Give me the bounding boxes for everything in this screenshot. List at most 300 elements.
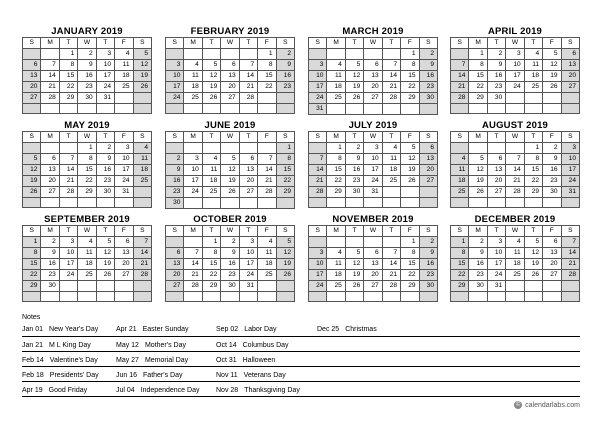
- empty-cell: [382, 292, 400, 302]
- empty-cell: [258, 281, 276, 292]
- empty-cell: [221, 104, 239, 114]
- holiday-date: Jul 04: [116, 387, 135, 394]
- holiday-entry: [216, 387, 300, 394]
- day-cell: 3: [364, 143, 382, 154]
- weekday-header: W: [364, 38, 382, 49]
- holiday-entry: [317, 326, 377, 333]
- week-row: [23, 49, 152, 60]
- day-cell: 7: [309, 154, 327, 165]
- day-cell: 6: [41, 154, 59, 165]
- empty-cell: [451, 104, 469, 114]
- day-cell: 28: [561, 270, 579, 281]
- day-cell: 25: [258, 270, 276, 281]
- notes-line: [22, 336, 580, 337]
- day-cell: 21: [382, 270, 400, 281]
- day-cell: 2: [78, 49, 96, 60]
- empty-cell: [239, 292, 257, 302]
- empty-cell: [202, 104, 220, 114]
- month-grid: [22, 131, 152, 208]
- day-cell: 27: [239, 187, 257, 198]
- day-cell: 14: [258, 165, 276, 176]
- day-cell: 7: [133, 237, 151, 248]
- day-cell: 14: [309, 165, 327, 176]
- month-10: [165, 214, 295, 302]
- holiday-date: Jan 21: [22, 342, 44, 349]
- day-cell: 11: [184, 71, 202, 82]
- day-cell: 30: [345, 187, 363, 198]
- week-row: [451, 71, 580, 82]
- month-title: MAY 2019: [64, 120, 110, 131]
- day-cell: 10: [59, 248, 77, 259]
- holiday-date: Nov 11: [216, 372, 238, 379]
- day-cell: 15: [401, 259, 419, 270]
- day-cell: 6: [23, 60, 41, 71]
- weekday-header: M: [327, 38, 345, 49]
- day-cell: 19: [276, 259, 294, 270]
- empty-cell: [487, 143, 505, 154]
- month-grid: [22, 225, 152, 302]
- empty-cell: [166, 143, 184, 154]
- day-cell: 20: [419, 165, 437, 176]
- day-cell: 9: [276, 60, 294, 71]
- day-cell: 3: [309, 248, 327, 259]
- day-cell: 31: [364, 187, 382, 198]
- day-cell: 17: [364, 165, 382, 176]
- empty-cell: [327, 198, 345, 208]
- day-cell: 1: [451, 237, 469, 248]
- empty-cell: [543, 292, 561, 302]
- empty-cell: [543, 198, 561, 208]
- day-cell: 28: [309, 187, 327, 198]
- day-cell: 17: [115, 165, 133, 176]
- day-cell: 22: [401, 270, 419, 281]
- day-cell: 30: [41, 281, 59, 292]
- day-cell: 6: [166, 248, 184, 259]
- empty-cell: [561, 292, 579, 302]
- weekday-header: M: [327, 226, 345, 237]
- week-row: [309, 104, 438, 115]
- empty-cell: [561, 198, 579, 208]
- day-cell: 15: [23, 259, 41, 270]
- day-cell: 26: [401, 176, 419, 187]
- day-cell: 14: [184, 259, 202, 270]
- empty-cell: [309, 49, 327, 60]
- day-cell: 12: [543, 60, 561, 71]
- week-row: [166, 270, 295, 281]
- day-cell: 27: [487, 187, 505, 198]
- weekday-header: S: [133, 132, 151, 143]
- day-cell: 20: [364, 82, 382, 93]
- weekday-header: S: [309, 38, 327, 49]
- day-cell: 29: [401, 281, 419, 292]
- weekday-header: S: [451, 226, 469, 237]
- empty-cell: [59, 281, 77, 292]
- weekday-header-row: [166, 226, 295, 237]
- week-row: [23, 248, 152, 259]
- day-cell: 4: [202, 154, 220, 165]
- empty-cell: [23, 49, 41, 60]
- day-cell: 15: [451, 259, 469, 270]
- empty-cell: [96, 292, 114, 302]
- day-cell: 25: [524, 82, 542, 93]
- day-cell: 18: [451, 176, 469, 187]
- day-cell: 21: [239, 82, 257, 93]
- weekday-header: W: [221, 226, 239, 237]
- day-cell: 13: [364, 259, 382, 270]
- empty-cell: [23, 292, 41, 302]
- week-row: [23, 71, 152, 82]
- holiday-date: Oct 14: [216, 342, 237, 349]
- week-row: [23, 237, 152, 248]
- day-cell: 24: [59, 270, 77, 281]
- empty-cell: [506, 143, 524, 154]
- day-cell: 24: [184, 187, 202, 198]
- week-row: [451, 165, 580, 176]
- empty-cell: [276, 93, 294, 104]
- weekday-header: T: [524, 38, 542, 49]
- weekday-header: S: [276, 38, 294, 49]
- day-cell: 9: [543, 154, 561, 165]
- holiday-name: Memorial Day: [144, 357, 189, 364]
- week-row: [451, 259, 580, 270]
- day-cell: 3: [59, 237, 77, 248]
- empty-cell: [364, 292, 382, 302]
- empty-cell: [506, 281, 524, 292]
- empty-cell: [59, 104, 77, 114]
- weekday-header: F: [258, 132, 276, 143]
- day-cell: 23: [78, 82, 96, 93]
- day-cell: 11: [133, 154, 151, 165]
- day-cell: 29: [59, 93, 77, 104]
- copyright-icon: ©: [515, 402, 521, 408]
- day-cell: 25: [115, 82, 133, 93]
- day-cell: 26: [133, 82, 151, 93]
- day-cell: 14: [451, 71, 469, 82]
- weekday-header: S: [419, 132, 437, 143]
- day-cell: 29: [401, 93, 419, 104]
- day-cell: 16: [345, 165, 363, 176]
- empty-cell: [133, 93, 151, 104]
- empty-cell: [327, 104, 345, 115]
- empty-cell: [506, 93, 524, 104]
- empty-cell: [506, 104, 524, 114]
- week-row: [451, 176, 580, 187]
- weekday-header: T: [96, 132, 114, 143]
- holiday-entry: [116, 372, 183, 379]
- day-cell: 6: [115, 237, 133, 248]
- day-cell: 24: [115, 176, 133, 187]
- day-cell: 17: [59, 259, 77, 270]
- day-cell: 15: [401, 71, 419, 82]
- weekday-header: S: [133, 226, 151, 237]
- day-cell: 28: [59, 187, 77, 198]
- weekday-header: T: [345, 38, 363, 49]
- empty-cell: [345, 292, 363, 302]
- weekday-header: T: [59, 132, 77, 143]
- day-cell: 20: [221, 82, 239, 93]
- empty-cell: [364, 49, 382, 60]
- day-cell: 26: [543, 82, 561, 93]
- day-cell: 25: [78, 270, 96, 281]
- week-row: [451, 60, 580, 71]
- empty-cell: [524, 93, 542, 104]
- holiday-name: Presidents' Day: [49, 372, 99, 379]
- day-cell: 25: [133, 176, 151, 187]
- day-cell: 28: [382, 93, 400, 104]
- empty-cell: [184, 49, 202, 60]
- week-row: [166, 60, 295, 71]
- day-cell: 14: [239, 71, 257, 82]
- day-cell: 17: [96, 71, 114, 82]
- week-row: [166, 248, 295, 259]
- month-title: OCTOBER 2019: [193, 214, 267, 225]
- empty-cell: [451, 292, 469, 302]
- day-cell: 15: [524, 165, 542, 176]
- day-cell: 23: [419, 270, 437, 281]
- day-cell: 22: [401, 82, 419, 93]
- empty-cell: [524, 198, 542, 208]
- weekday-header: T: [487, 226, 505, 237]
- empty-cell: [419, 292, 437, 302]
- day-cell: 8: [258, 60, 276, 71]
- day-cell: 9: [345, 154, 363, 165]
- day-cell: 1: [276, 143, 294, 154]
- day-cell: 6: [221, 60, 239, 71]
- day-cell: 16: [221, 259, 239, 270]
- week-row: [23, 270, 152, 281]
- weekday-header: T: [382, 38, 400, 49]
- month-title: AUGUST 2019: [481, 120, 549, 131]
- empty-cell: [309, 292, 327, 302]
- empty-cell: [166, 49, 184, 60]
- weekday-header-row: [309, 38, 438, 49]
- day-cell: 24: [309, 281, 327, 292]
- day-cell: 21: [382, 82, 400, 93]
- day-cell: 19: [23, 176, 41, 187]
- day-cell: 26: [221, 187, 239, 198]
- week-row: [23, 281, 152, 292]
- weekday-header-row: [451, 226, 580, 237]
- week-row: [166, 165, 295, 176]
- empty-cell: [78, 198, 96, 208]
- day-cell: 5: [524, 237, 542, 248]
- holiday-name: Good Friday: [48, 387, 88, 394]
- week-row: [451, 82, 580, 93]
- week-row: [451, 248, 580, 259]
- day-cell: 5: [221, 154, 239, 165]
- day-cell: 14: [382, 259, 400, 270]
- empty-cell: [506, 292, 524, 302]
- empty-cell: [41, 49, 59, 60]
- empty-cell: [401, 187, 419, 198]
- day-cell: 23: [276, 82, 294, 93]
- holiday-date: May 27: [116, 357, 139, 364]
- day-cell: 23: [166, 187, 184, 198]
- empty-cell: [41, 143, 59, 154]
- month-grid: [308, 37, 438, 115]
- week-row: [166, 198, 295, 209]
- day-cell: 6: [419, 143, 437, 154]
- day-cell: 1: [78, 143, 96, 154]
- day-cell: 18: [506, 259, 524, 270]
- day-cell: 26: [524, 270, 542, 281]
- day-cell: 18: [327, 270, 345, 281]
- day-cell: 9: [419, 248, 437, 259]
- day-cell: 23: [419, 82, 437, 93]
- week-row: [166, 71, 295, 82]
- day-cell: 19: [401, 165, 419, 176]
- day-cell: 10: [309, 259, 327, 270]
- empty-cell: [184, 292, 202, 302]
- day-cell: 10: [184, 165, 202, 176]
- empty-cell: [419, 104, 437, 115]
- day-cell: 28: [41, 93, 59, 104]
- holiday-name: Father's Day: [143, 372, 183, 379]
- empty-cell: [469, 292, 487, 302]
- weekday-header: S: [23, 226, 41, 237]
- empty-cell: [41, 292, 59, 302]
- day-cell: 21: [258, 176, 276, 187]
- day-cell: 28: [258, 187, 276, 198]
- day-cell: 29: [327, 187, 345, 198]
- weekday-header: T: [345, 132, 363, 143]
- day-cell: 5: [401, 143, 419, 154]
- weekday-header: W: [221, 132, 239, 143]
- day-cell: 3: [506, 49, 524, 60]
- week-row: [166, 292, 295, 302]
- holiday-name: Veterans Day: [243, 372, 286, 379]
- day-cell: 18: [78, 259, 96, 270]
- day-cell: 2: [419, 49, 437, 60]
- weekday-header-row: [23, 132, 152, 143]
- weekday-header: F: [401, 132, 419, 143]
- week-row: [23, 154, 152, 165]
- month-title: JUNE 2019: [204, 120, 256, 131]
- weekday-header-row: [23, 226, 152, 237]
- empty-cell: [202, 49, 220, 60]
- weekday-header: F: [401, 38, 419, 49]
- day-cell: 4: [258, 237, 276, 248]
- day-cell: 7: [561, 237, 579, 248]
- empty-cell: [115, 281, 133, 292]
- day-cell: 14: [561, 248, 579, 259]
- empty-cell: [133, 281, 151, 292]
- weekday-header: T: [96, 38, 114, 49]
- empty-cell: [59, 198, 77, 208]
- week-row: [451, 292, 580, 302]
- week-row: [166, 82, 295, 93]
- weekday-header: T: [239, 38, 257, 49]
- month-6: [165, 120, 295, 209]
- day-cell: 6: [543, 237, 561, 248]
- day-cell: 25: [327, 93, 345, 104]
- day-cell: 29: [451, 281, 469, 292]
- day-cell: 5: [469, 154, 487, 165]
- day-cell: 16: [543, 165, 561, 176]
- month-grid: [22, 37, 152, 114]
- day-cell: 14: [59, 165, 77, 176]
- empty-cell: [59, 143, 77, 154]
- notes-line: [22, 351, 580, 352]
- day-cell: 19: [345, 82, 363, 93]
- empty-cell: [239, 49, 257, 60]
- day-cell: 14: [133, 248, 151, 259]
- weekday-header: T: [382, 132, 400, 143]
- day-cell: 13: [364, 71, 382, 82]
- weekday-header: F: [543, 132, 561, 143]
- empty-cell: [382, 187, 400, 198]
- day-cell: 22: [78, 176, 96, 187]
- day-cell: 7: [451, 60, 469, 71]
- day-cell: 8: [78, 154, 96, 165]
- day-cell: 12: [133, 60, 151, 71]
- day-cell: 20: [561, 71, 579, 82]
- week-row: [309, 165, 438, 176]
- day-cell: 24: [309, 93, 327, 104]
- weekday-header-row: [451, 38, 580, 49]
- day-cell: 9: [41, 248, 59, 259]
- empty-cell: [469, 143, 487, 154]
- day-cell: 16: [276, 71, 294, 82]
- empty-cell: [133, 187, 151, 198]
- weekday-header: S: [276, 226, 294, 237]
- holiday-name: Independence Day: [140, 387, 200, 394]
- month-3: [308, 26, 438, 115]
- day-cell: 19: [221, 176, 239, 187]
- weekday-header: M: [184, 38, 202, 49]
- day-cell: 4: [327, 248, 345, 259]
- day-cell: 25: [327, 281, 345, 292]
- month-grid: [308, 131, 438, 208]
- holiday-name: New Year's Day: [49, 326, 99, 333]
- holiday-entry: [116, 387, 199, 394]
- month-grid: [450, 131, 580, 208]
- day-cell: 24: [166, 93, 184, 104]
- notes-line: [22, 366, 580, 367]
- month-5: [22, 120, 152, 208]
- week-row: [23, 143, 152, 154]
- week-row: [309, 198, 438, 208]
- day-cell: 29: [23, 281, 41, 292]
- footer-text: calendarlabs.com: [525, 401, 580, 409]
- day-cell: 26: [276, 270, 294, 281]
- month-title: APRIL 2019: [487, 26, 543, 37]
- weekday-header: T: [96, 226, 114, 237]
- week-row: [309, 237, 438, 248]
- day-cell: 27: [221, 93, 239, 104]
- day-cell: 20: [364, 270, 382, 281]
- empty-cell: [327, 292, 345, 302]
- day-cell: 11: [382, 154, 400, 165]
- day-cell: 31: [309, 104, 327, 115]
- empty-cell: [221, 49, 239, 60]
- week-row: [23, 176, 152, 187]
- day-cell: 7: [382, 248, 400, 259]
- weekday-header: W: [78, 226, 96, 237]
- day-cell: 15: [327, 165, 345, 176]
- holiday-date: Apr 21: [116, 326, 137, 333]
- week-row: [166, 176, 295, 187]
- month-11: [308, 214, 438, 302]
- day-cell: 27: [41, 187, 59, 198]
- day-cell: 29: [524, 187, 542, 198]
- weekday-header: T: [524, 132, 542, 143]
- week-row: [309, 82, 438, 93]
- weekday-header: W: [506, 132, 524, 143]
- day-cell: 15: [202, 259, 220, 270]
- day-cell: 22: [276, 176, 294, 187]
- empty-cell: [364, 237, 382, 248]
